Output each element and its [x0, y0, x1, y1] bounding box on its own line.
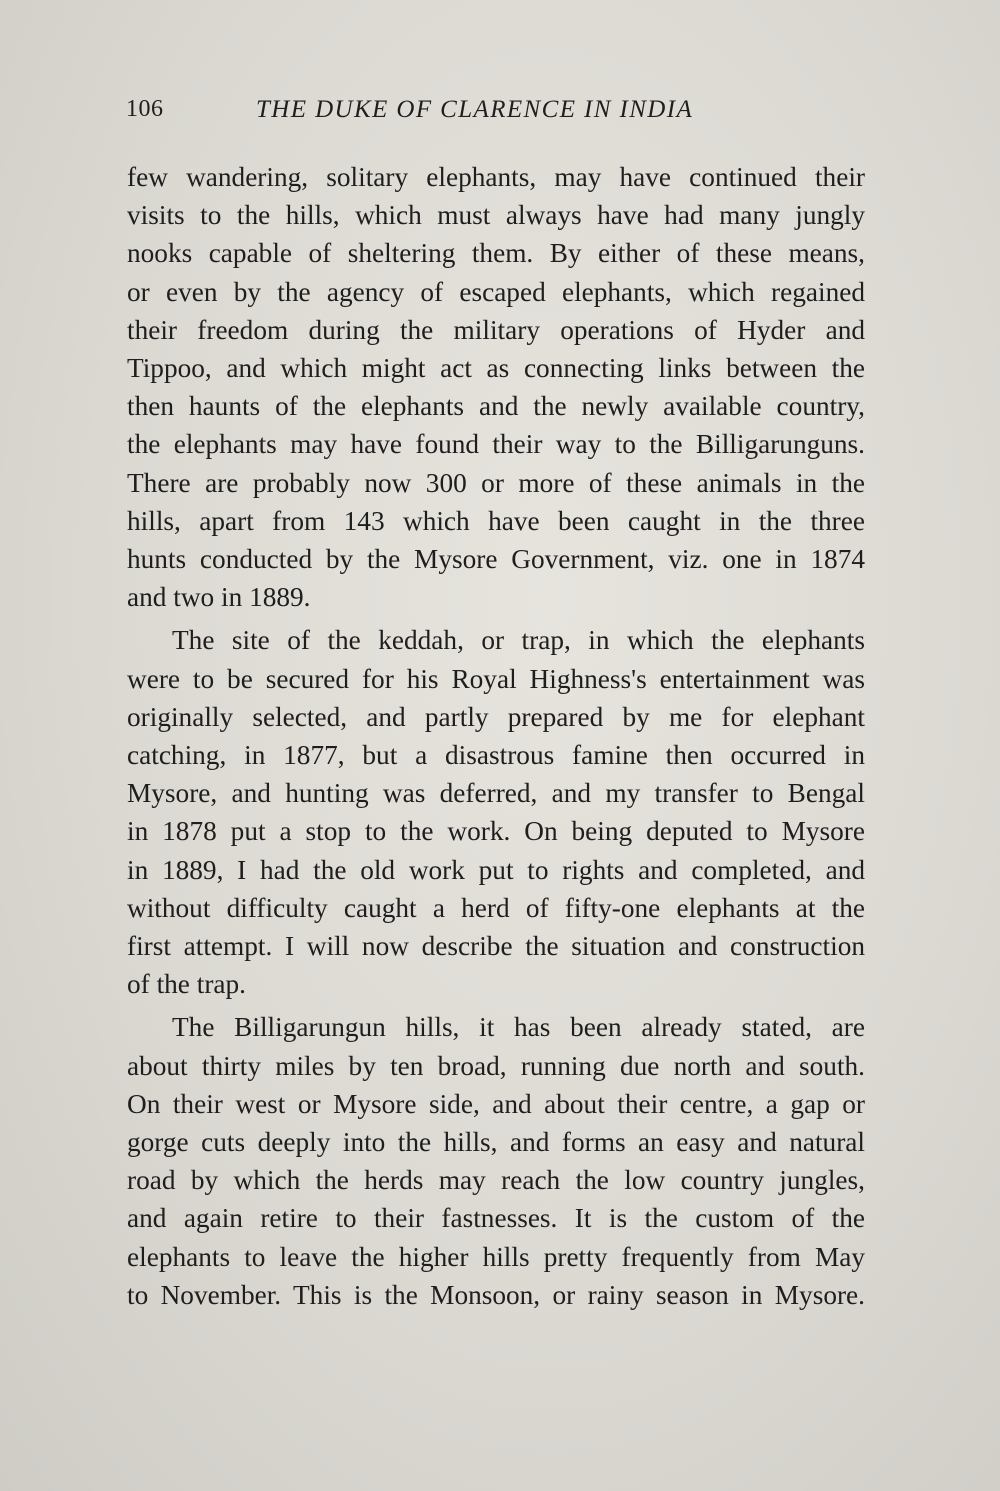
text-line: first attempt. I will now describe the situation and construction — [127, 931, 865, 962]
text-line: On their west or Mysore side, and about their centre, a gap or — [127, 1088, 865, 1119]
paragraph — [127, 1008, 865, 1314]
body-text — [127, 158, 865, 1314]
running-header — [126, 90, 866, 130]
text-line: catching, in 1877, but a disastrous famine then occurred in — [127, 740, 865, 771]
text-line: then haunts of the elephants and the newly available country, — [127, 391, 865, 422]
text-line: without difficulty caught a herd of fifty-one elephants at the — [127, 892, 865, 923]
text-line: Mysore, and hunting was deferred, and my transfer to Bengal — [127, 778, 865, 809]
text-line: nooks capable of sheltering them. By either of these means, — [127, 238, 865, 269]
text-line: gorge cuts deeply into the hills, and forms an easy and natural — [127, 1127, 865, 1158]
text-line: or even by the agency of escaped elephants, which regained — [127, 276, 865, 307]
text-line: and two in 1889. — [127, 582, 311, 613]
text-line: elephants to leave the higher hills pretty frequently from May — [127, 1241, 865, 1272]
text-line: in 1878 put a stop to the work. On being deputed to Mysore — [127, 816, 865, 847]
paragraph — [127, 621, 865, 1003]
text-line: hunts conducted by the Mysore Government, viz. one in 1874 — [127, 544, 865, 575]
text-line: There are probably now 300 or more of these animals in the — [127, 467, 865, 498]
text-line: The Billigarungun hills, it has been already stated, are — [172, 1012, 865, 1043]
page-number: 106 — [126, 96, 164, 122]
text-line: of the trap. — [127, 969, 246, 1000]
text-line: were to be secured for his Royal Highness's entertainment was — [127, 663, 865, 694]
text-line: the elephants may have found their way to the Billigarunguns. — [127, 429, 865, 460]
running-title: THE DUKE OF CLARENCE IN INDIA — [256, 96, 694, 123]
paragraph — [127, 158, 865, 616]
text-line: their freedom during the military operations of Hyder and — [127, 314, 865, 345]
text-line: road by which the herds may reach the low country jungles, — [127, 1165, 865, 1196]
text-line: originally selected, and partly prepared by me for elephant — [127, 701, 865, 732]
text-line: to November. This is the Monsoon, or rainy season in Mysore. — [127, 1279, 865, 1310]
text-line: about thirty miles by ten broad, running due north and south. — [127, 1050, 865, 1081]
text-line: and again retire to their fastnesses. It is the custom of the — [127, 1203, 865, 1234]
text-line: few wandering, solitary elephants, may have continued their — [127, 162, 865, 192]
text-line: visits to the hills, which must always have had many jungly — [127, 200, 865, 231]
text-line: in 1889, I had the old work put to rights and completed, and — [127, 854, 865, 885]
text-line: hills, apart from 143 which have been caught in the three — [127, 505, 865, 536]
text-line: Tippoo, and which might act as connecting links between the — [127, 353, 865, 384]
text-line: The site of the keddah, or trap, in which the elephants — [172, 625, 865, 656]
